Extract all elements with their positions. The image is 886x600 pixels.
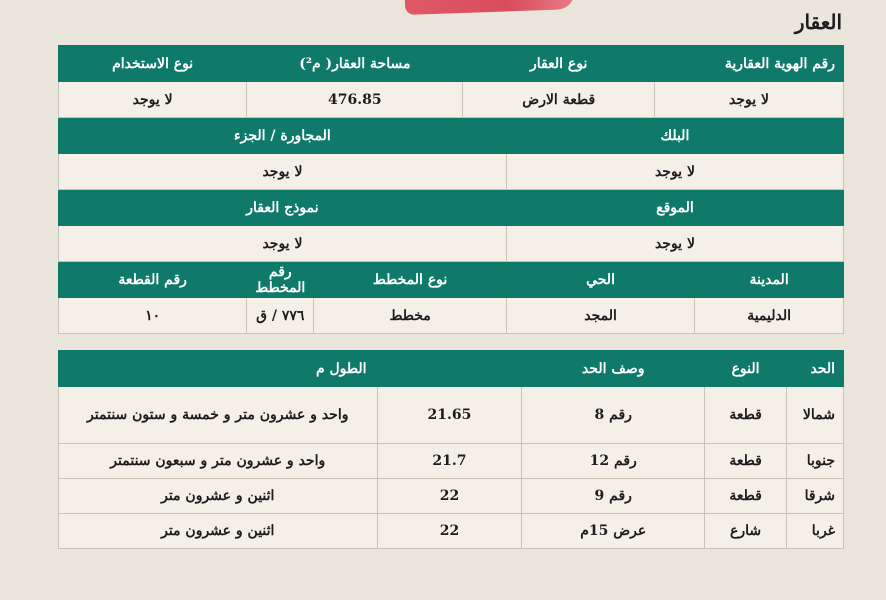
header-plot-number: رقم القطعة: [59, 262, 247, 298]
border-type: قطعة: [705, 479, 787, 514]
header-block: البلك: [506, 118, 843, 154]
border-type: شارع: [705, 514, 787, 549]
border-desc: عرض 15م: [522, 514, 705, 549]
border-limit: غربا: [787, 514, 844, 549]
header-property-area: مساحة العقار( م²): [247, 46, 463, 82]
border-limit: شرقا: [787, 479, 844, 514]
section-title: العقار: [794, 10, 842, 34]
header-row-2: [59, 118, 844, 154]
border-length-words: واحد و عشرون متر و سبعون سنتمتر: [59, 444, 378, 479]
border-row-north: [59, 387, 844, 444]
border-length-number: 21.7: [377, 444, 522, 479]
value-plot-number: ١٠: [59, 298, 247, 334]
value-district: المجد: [506, 298, 694, 334]
header-limit: الحد: [787, 351, 844, 387]
property-info-table: [58, 45, 844, 334]
header-city: المدينة: [695, 262, 844, 298]
border-length-words: اثنين و عشرون متر: [59, 514, 378, 549]
border-length-number: 21.65: [377, 387, 522, 444]
header-plan-type: نوع المخطط: [314, 262, 507, 298]
header-row-4: [59, 262, 844, 298]
header-border-type: النوع: [705, 351, 787, 387]
header-property-type: نوع العقار: [463, 46, 655, 82]
value-block: لا يوجد: [506, 154, 843, 190]
border-type: قطعة: [705, 444, 787, 479]
borders-header-row: [59, 351, 844, 387]
border-desc: رقم 9: [522, 479, 705, 514]
border-row-west: [59, 514, 844, 549]
value-plan-type: مخطط: [314, 298, 507, 334]
border-limit: جنوبا: [787, 444, 844, 479]
header-neighborhood-part: المجاورة / الجزء: [59, 118, 507, 154]
border-desc: رقم 12: [522, 444, 705, 479]
value-plan-number: ٧٧٦ / ق: [247, 298, 314, 334]
value-row-2: [59, 154, 844, 190]
border-row-east: [59, 479, 844, 514]
border-length-words: واحد و عشرون متر و خمسة و ستون سنتمتر: [59, 387, 378, 444]
header-plan-number: رقم المخطط: [247, 262, 314, 298]
header-row-3: [59, 190, 844, 226]
header-blank: [377, 351, 522, 387]
header-location: الموقع: [506, 190, 843, 226]
value-property-id: لا يوجد: [654, 82, 843, 118]
value-row-4: [59, 298, 844, 334]
value-row-3: [59, 226, 844, 262]
border-limit: شمالا: [787, 387, 844, 444]
value-property-model: لا يوجد: [59, 226, 507, 262]
header-length: الطول م: [59, 351, 378, 387]
header-property-id: رقم الهوية العقارية: [654, 46, 843, 82]
border-type: قطعة: [705, 387, 787, 444]
header-row-1: [59, 46, 844, 82]
red-stamp-mark: [405, 0, 576, 15]
value-usage-type: لا يوجد: [59, 82, 247, 118]
value-city: الدليمية: [695, 298, 844, 334]
border-desc: رقم 8: [522, 387, 705, 444]
property-borders-table: [58, 350, 844, 549]
header-border-desc: وصف الحد: [522, 351, 705, 387]
border-length-number: 22: [377, 479, 522, 514]
value-property-area: 476.85: [247, 82, 463, 118]
header-property-model: نموذج العقار: [59, 190, 507, 226]
value-property-type: قطعة الارض: [463, 82, 655, 118]
border-length-words: اثنين و عشرون متر: [59, 479, 378, 514]
value-neighborhood-part: لا يوجد: [59, 154, 507, 190]
value-location: لا يوجد: [506, 226, 843, 262]
header-usage-type: نوع الاستخدام: [59, 46, 247, 82]
header-district: الحي: [506, 262, 694, 298]
value-row-1: [59, 82, 844, 118]
border-length-number: 22: [377, 514, 522, 549]
border-row-south: [59, 444, 844, 479]
